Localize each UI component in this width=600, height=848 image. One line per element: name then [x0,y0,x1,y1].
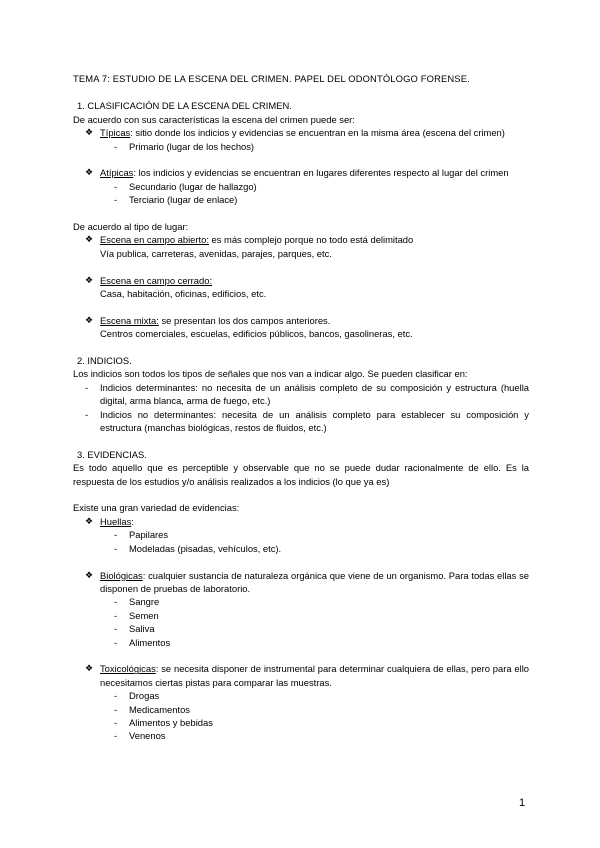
sub-item-text: Alimentos y bebidas [129,716,213,728]
bullet-campo-abierto [73,233,529,246]
diamond-bullet-icon: ❖ [85,314,94,325]
document-page [73,72,529,743]
sub-item-text: Papilares [129,529,169,541]
term-escena-mixta: Escena mixta: [100,314,159,326]
dash-bullet-icon: - [114,596,118,608]
dash-bullet-icon: - [85,408,89,420]
sub-item-text: Drogas [129,690,160,702]
dash-bullet-icon: - [114,623,118,635]
document-title: TEMA 7: ESTUDIO DE LA ESCENA DEL CRIMEN. PAPEL DEL ODONTÓLOGO FORENSE. [73,73,470,84]
sub-item [73,140,529,153]
term-tipicas: Típicas [100,127,131,139]
sub-item-text: Modeladas (pisadas, vehículos, etc). [129,542,282,554]
term-biologicas: Biológicas [100,569,143,581]
sub-item-text: Saliva [129,623,155,635]
tipo-lugar-intro: De acuerdo al tipo de lugar: [73,221,189,233]
bullet-tipicas [73,126,529,139]
diamond-bullet-icon: ❖ [85,663,94,674]
section-2-intro: Los indicios son todos los tipos de señales que nos van a indicar algo. Se pueden clasificar en: [73,368,468,380]
sub-item [73,180,529,193]
diamond-bullet-icon: ❖ [85,127,94,138]
indicio-text: Indicios no determinantes: necesita de un análisis completo para establecer su composición y estructura (manchas biológicas, restos de fluidos, etc.) [100,408,529,434]
sub-item [73,193,529,206]
sub-item-text: Venenos [129,730,166,742]
sub-item-text: Sangre [129,596,160,608]
dash-bullet-icon: - [114,636,118,648]
term-campo-abierto: Escena en campo abierto: [100,234,209,246]
dash-bullet-icon: - [114,703,118,715]
dash-bullet-icon: - [85,381,89,393]
evidencias-variety: Existe una gran variedad de evidencias: [73,502,240,514]
term-campo-cerrado: Escena en campo cerrado: [100,274,213,286]
text-biologicas: : cualquier sustancia de naturaleza orgánica que viene de un organismo. Para todas ellas se disponen de pruebas de laboratorio. [100,569,529,594]
sub-item [73,703,529,716]
dash-bullet-icon: - [114,609,118,621]
sub-item-text: Semen [129,609,159,621]
sub-item-text: Medicamentos [129,703,190,715]
campo-abierto-examples: Vía publica, carreteras, avenidas, parajes, parques, etc. [100,247,332,259]
term-toxicologicas: Toxicológicas [100,663,156,675]
diamond-bullet-icon: ❖ [85,569,94,580]
dash-bullet-icon: - [114,716,118,728]
term-huellas: Huellas [100,515,132,527]
sub-item [73,595,529,608]
dash-bullet-icon: - [114,690,118,702]
sub-item [73,729,529,742]
section-3-intro: Es todo aquello que es perceptible y observable que no se puede dudar racionalmente de ello. Es la respuesta de los estudios y/o análisis realizados a los indicios (lo que ya es) [73,462,529,487]
dash-bullet-icon: - [114,180,118,192]
diamond-bullet-icon: ❖ [85,234,94,245]
sub-item [73,622,529,635]
diamond-bullet-icon: ❖ [85,167,94,178]
term-atipicas: Atípicas [100,167,134,179]
escena-mixta-examples: Centros comerciales, escuelas, edificios públicos, bancos, gasolineras, etc. [100,328,413,340]
text-escena-mixta: se presentan los dos campos anteriores. [158,314,331,326]
dash-bullet-icon: - [114,542,118,554]
bullet-escena-mixta [73,314,529,327]
bullet-biologicas [73,569,529,596]
diamond-bullet-icon: ❖ [85,274,94,285]
dash-bullet-icon: - [114,194,118,206]
indicio-text: Indicios determinantes: no necesita de un análisis completo de su composición y estructura (huella digital, arma blanca, arma de fuego, etc.) [100,381,529,407]
sub-item [73,716,529,729]
indicio-item [73,381,529,408]
section-1-heading: 1. CLASIFICACIÓN DE LA ESCENA DEL CRIMEN. [77,100,292,112]
sub-item-text: Terciario (lugar de enlace) [129,194,238,206]
sub-item [73,528,529,541]
dash-bullet-icon: - [114,730,118,742]
text-toxicologicas: : se necesita disponer de instrumental para determinar cualquiera de ellas, pero para ello necesitamos ciertas pistas para comparar las muestras. [100,663,529,688]
indicio-item [73,408,529,435]
bullet-campo-cerrado [73,274,529,287]
sub-item-text: Secundario (lugar de hallazgo) [129,180,257,192]
diamond-bullet-icon: ❖ [85,515,94,526]
dash-bullet-icon: - [114,529,118,541]
bullet-toxicologicas [73,662,529,689]
page-number: 1 [519,797,526,809]
campo-cerrado-examples: Casa, habitación, oficinas, edificios, etc. [100,288,267,300]
sub-item-text: Primario (lugar de los hechos) [129,140,255,152]
text-huellas: : [131,515,134,527]
bullet-huellas [73,515,529,528]
text-atipicas: : los indicios y evidencias se encuentran en lugares diferentes respecto al lugar del crimen [133,167,509,179]
section-1-intro: De acuerdo con sus características la escena del crimen puede ser: [73,113,355,125]
sub-item [73,636,529,649]
text-tipicas: : sitio donde los indicios y evidencias se encuentran en la misma área (escena del crimen) [130,127,505,139]
dash-bullet-icon: - [114,140,118,152]
sub-item [73,542,529,555]
sub-item [73,689,529,702]
bullet-atipicas [73,166,529,179]
sub-item-text: Alimentos [129,636,171,648]
section-2-heading: 2. INDICIOS. [77,355,132,367]
section-3-heading: 3. EVIDENCIAS. [77,448,147,460]
sub-item [73,609,529,622]
text-campo-abierto: es más complejo porque no todo está delimitado [208,234,414,246]
